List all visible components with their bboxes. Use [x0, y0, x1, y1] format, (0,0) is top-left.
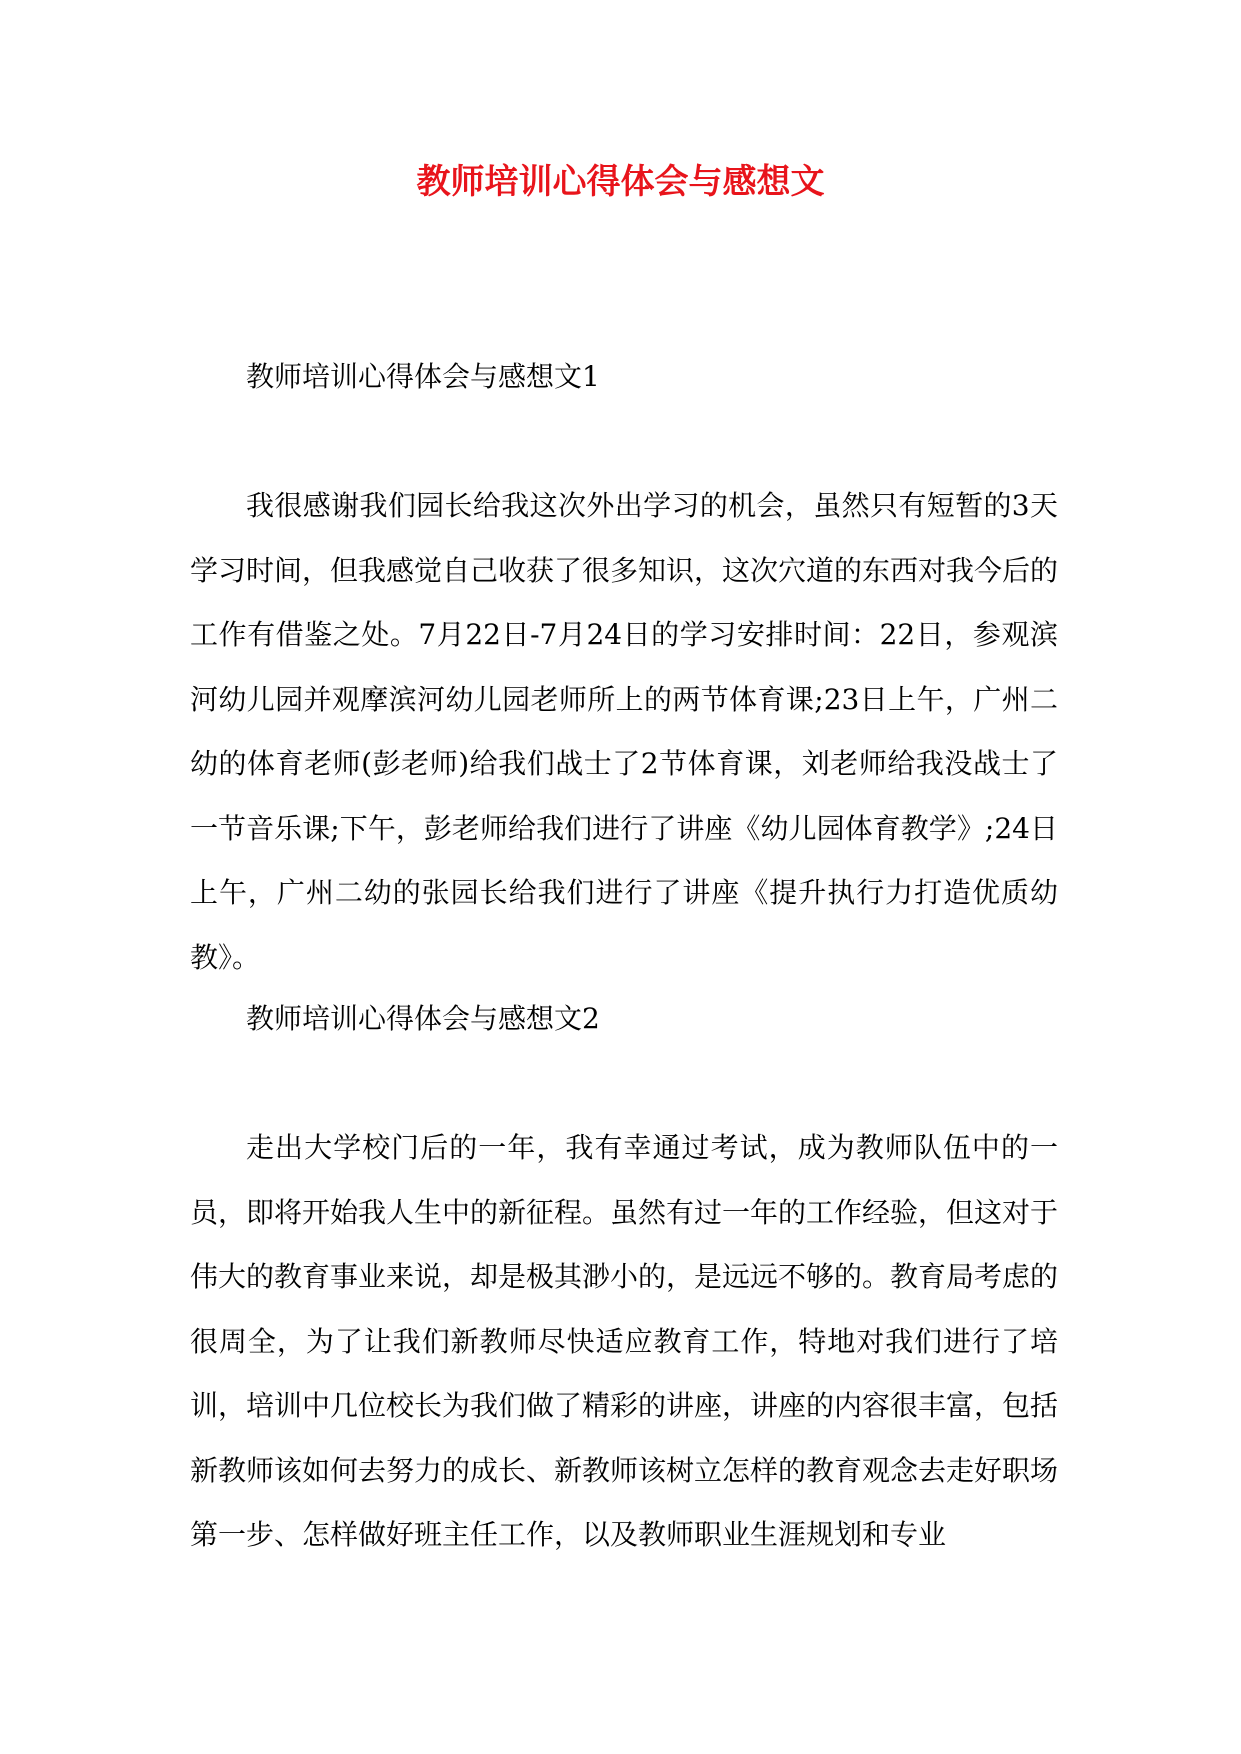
- section-paragraph-1: 我很感谢我们园长给我这次外出学习的机会，虽然只有短暂的3天学习时间，但我感觉自己收获了很多知识，这次穴道的东西对我今后的工作有借鉴之处。7月22日-7月24日的学习安排时间：22日，参观滨河幼儿园并观摩滨河幼儿园老师所上的两节体育课;23日上午，广州二幼的体育老师(彭老师)给我们战士了2节体育课，刘老师给我没战士了一节音乐课;下午，彭老师给我们进行了讲座《幼儿园体育教学》;24日上午，广州二幼的张园长给我们进行了讲座《提升执行力打造优质幼教》。: [190, 489, 1059, 974]
- document-title: 教师培训心得体会与感想文: [416, 162, 825, 202]
- section-heading-1: 教师培训心得体会与感想文1: [246, 360, 600, 393]
- section-paragraph-2: 走出大学校门后的一年，我有幸通过考试，成为教师队伍中的一员，即将开始我人生中的新征程。虽然有过一年的工作经验，但这对于伟大的教育事业来说，却是极其渺小的，是远远不够的。教育局考虑的很周全，为了让我们新教师尽快适应教育工作，特地对我们进行了培训，培训中几位校长为我们做了精彩的讲座，讲座的内容很丰富，包括新教师该如何去努力的成长、新教师该树立怎样的教育观念去走好职场第一步、怎样做好班主任工作，以及教师职业生涯规划和专业: [190, 1131, 1059, 1551]
- section-heading-2: 教师培训心得体会与感想文2: [246, 1002, 600, 1035]
